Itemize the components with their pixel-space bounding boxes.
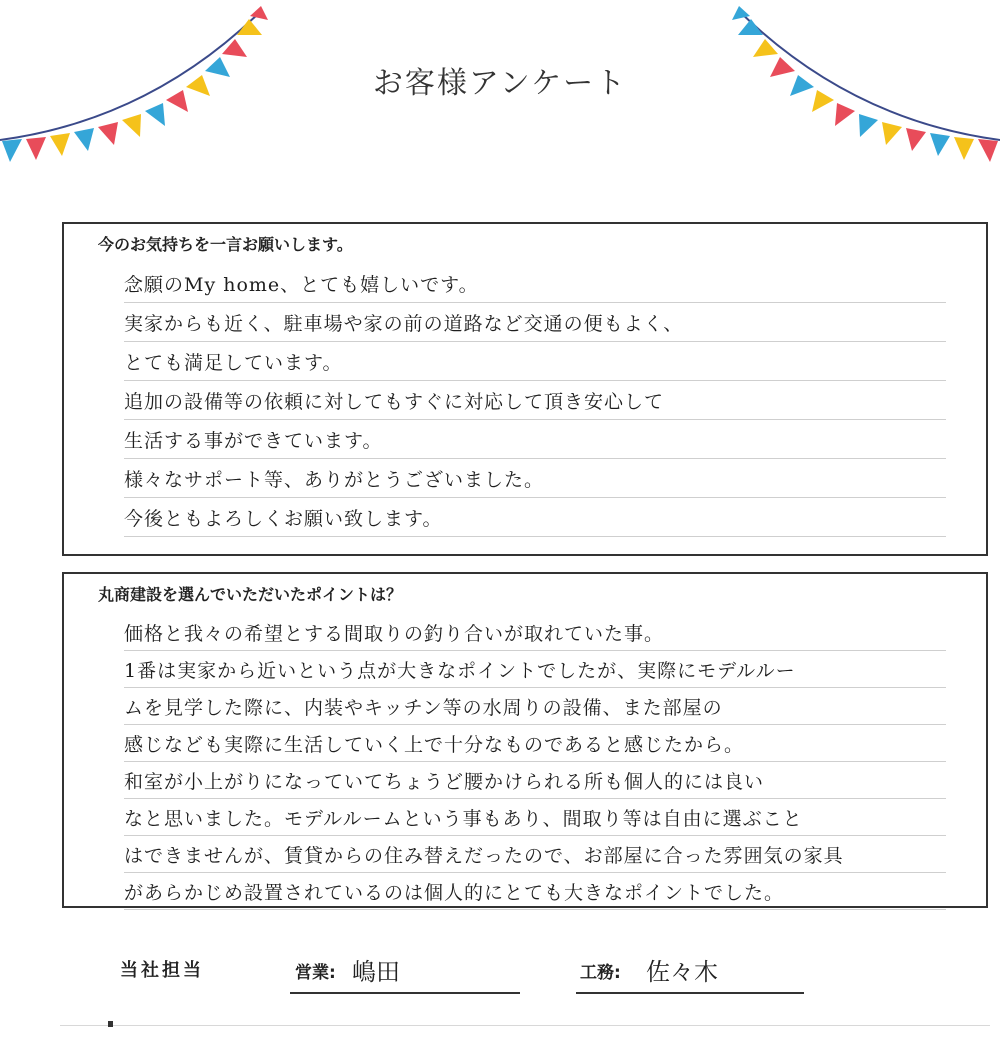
answer-line: 様々なサポート等、ありがとうございました。 — [124, 459, 946, 498]
feelings-answer — [124, 264, 946, 537]
bottom-divider — [60, 1025, 990, 1026]
sales-underline — [290, 992, 520, 994]
staff-label: 当社担当 — [120, 960, 204, 981]
sales-label: 営業: — [295, 963, 336, 983]
answer-line: 価格と我々の希望とする間取りの釣り合いが取れていた事。 — [124, 614, 946, 651]
staff-in-charge — [0, 950, 1000, 1010]
answer-line: なと思いました。モデルルームという事もあり、間取り等は自由に選ぶこと — [124, 799, 946, 836]
answer-line: 今後ともよろしくお願い致します。 — [124, 498, 946, 537]
answer-line: 1番は実家から近いという点が大きなポイントでしたが、実際にモデルルー — [124, 651, 946, 688]
answer-line: 追加の設備等の依頼に対してもすぐに対応して頂き安心して — [124, 381, 946, 420]
page-title: お客様アンケート — [372, 66, 628, 101]
answer-line: 和室が小上がりになっていてちょうど腰かけられる所も個人的には良い — [124, 762, 946, 799]
answer-line: 生活する事ができています。 — [124, 420, 946, 459]
answer-line: 実家からも近く、駐車場や家の前の道路など交通の便もよく、 — [124, 303, 946, 342]
reasons-section — [62, 572, 988, 908]
answer-line: 感じなども実際に生活していく上で十分なものであると感じたから。 — [124, 725, 946, 762]
answer-line: ムを見学した際に、内装やキッチン等の水周りの設備、また部屋の — [124, 688, 946, 725]
works-label: 工務: — [580, 963, 621, 983]
reasons-answer — [124, 614, 946, 910]
feelings-section — [62, 222, 988, 556]
feelings-heading: 今のお気持ちを一言お願いします。 — [98, 235, 353, 254]
answer-line: 念願のMy home、とても嬉しいです。 — [124, 264, 946, 303]
answer-line: はできませんが、賃貸からの住み替えだったので、お部屋に合った雰囲気の家具 — [124, 836, 946, 873]
answer-line: とても満足しています。 — [124, 342, 946, 381]
works-underline — [576, 992, 804, 994]
bottom-mark — [108, 1021, 113, 1027]
reasons-heading: 丸商建設を選んでいただいたポイントは？ — [98, 585, 403, 604]
works-name: 佐々木 — [646, 958, 718, 986]
answer-line: があらかじめ設置されているのは個人的にとても大きなポイントでした。 — [124, 873, 946, 910]
sales-name: 嶋田 — [352, 958, 400, 986]
